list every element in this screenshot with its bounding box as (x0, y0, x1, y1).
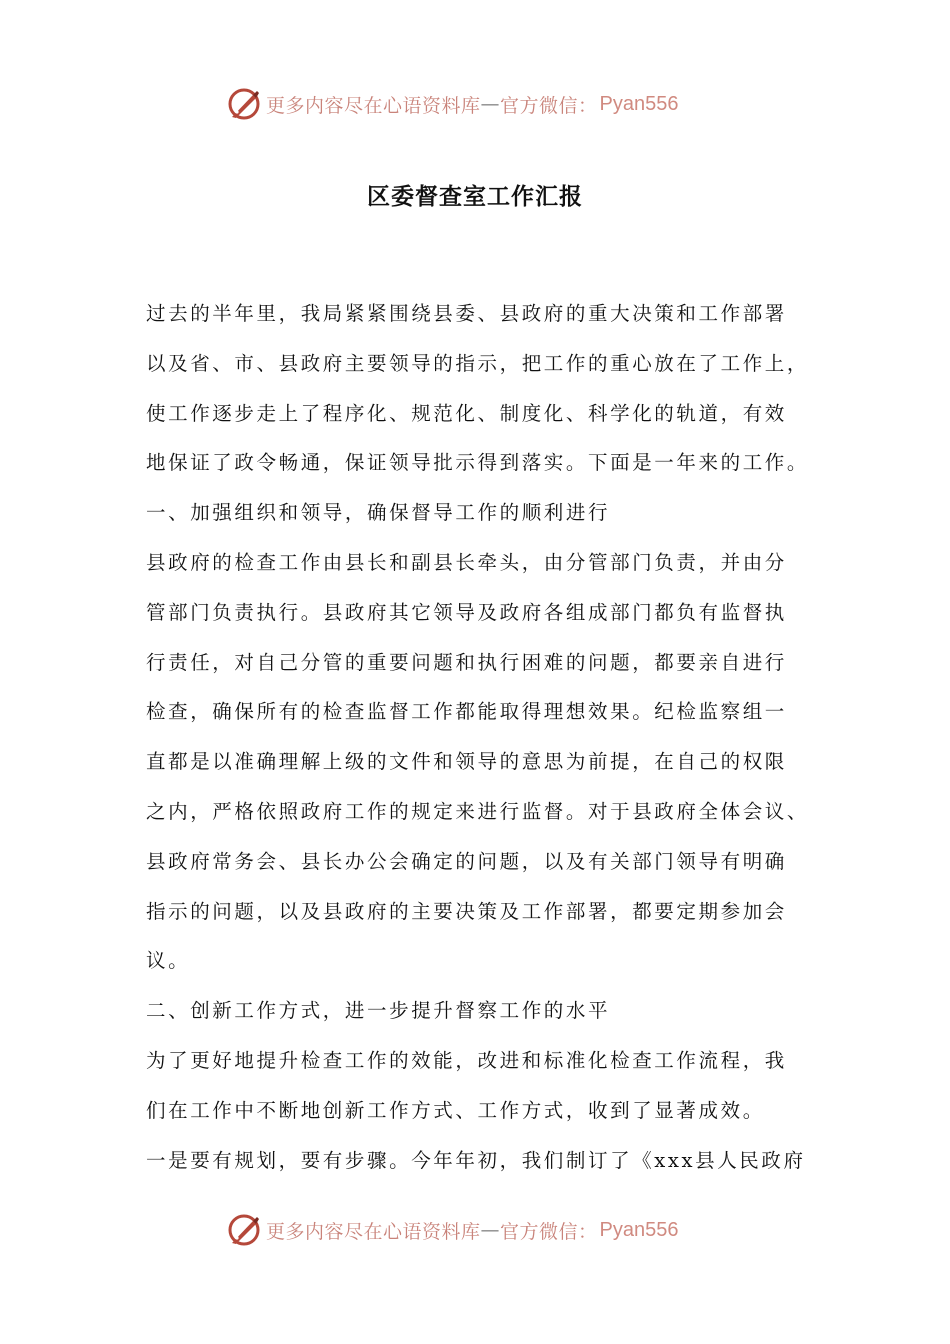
banner-separator: — (480, 93, 501, 115)
body-line: 行责任，对自己分管的重要问题和执行困难的问题，都要亲自进行 (146, 650, 787, 674)
body-line: 县政府常务会、县长办公会确定的问题，以及有关部门领导有明确 (146, 849, 787, 873)
body-line: 们在工作中不断地创新工作方式、工作方式，收到了显著成效。 (146, 1098, 765, 1122)
body-line: 检查，确保所有的检查监督工作都能取得理想效果。纪检监察组一 (146, 700, 787, 724)
body-line: 直都是以准确理解上级的文件和领导的意思为前提，在自己的权限 (146, 750, 787, 774)
pen-circle-logo-icon (226, 86, 262, 122)
body-line: 议。 (146, 949, 191, 973)
body-line: 一是要有规划，要有步骤。今年年初，我们制订了《xxx县人民政府 (146, 1148, 806, 1172)
body-line: 管部门负责执行。县政府其它领导及政府各组成部门都负有监督执 (146, 600, 787, 624)
body-line: 地保证了政令畅通，保证领导批示得到落实。下面是一年来的工作。 (146, 451, 810, 475)
section-heading: 二、创新工作方式，进一步提升督察工作的水平 (146, 999, 611, 1023)
body-line: 为了更好地提升检查工作的效能，改进和标准化检查工作流程，我 (146, 1048, 787, 1072)
banner-wechat-id: Pyan556 (599, 92, 679, 115)
banner-slogan: 更多内容尽在心语资料库 (266, 94, 481, 117)
pen-circle-logo-icon (226, 1212, 262, 1248)
body-line: 之内，严格依照政府工作的规定来进行监督。对于县政府全体会议、 (146, 799, 810, 823)
banner-wechat-label: 官方微信： (500, 1220, 598, 1243)
document-title: 区委督查室工作汇报 (367, 184, 583, 210)
body-line: 使工作逐步走上了程序化、规范化、制度化、科学化的轨道，有效 (146, 401, 787, 425)
banner-wechat-label: 官方微信： (500, 94, 598, 117)
body-line: 以及省、市、县政府主要领导的指示，把工作的重心放在了工作上， (146, 351, 810, 375)
header-banner (226, 86, 679, 122)
banner-slogan: 更多内容尽在心语资料库 (266, 1220, 481, 1243)
document-body (146, 289, 826, 1185)
body-line: 指示的问题，以及县政府的主要决策及工作部署，都要定期参加会 (146, 899, 787, 923)
section-heading: 一、加强组织和领导，确保督导工作的顺利进行 (146, 501, 611, 525)
body-line: 过去的半年里，我局紧紧围绕县委、县政府的重大决策和工作部署 (146, 302, 787, 325)
banner-wechat-id: Pyan556 (599, 1218, 679, 1241)
body-line: 县政府的检查工作由县长和副县长牵头，由分管部门负责，并由分 (146, 550, 787, 574)
banner-separator: — (480, 1219, 501, 1241)
footer-banner (226, 1212, 679, 1248)
